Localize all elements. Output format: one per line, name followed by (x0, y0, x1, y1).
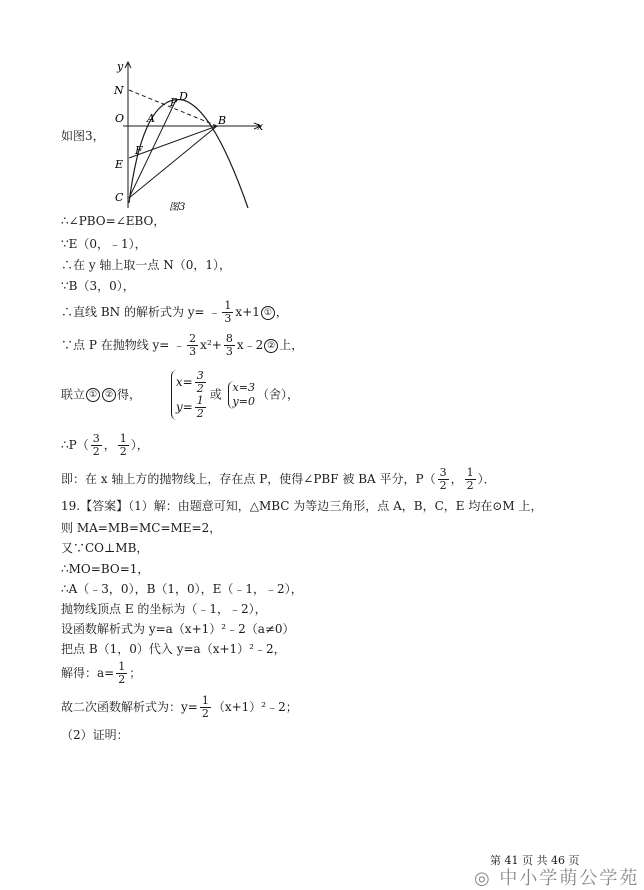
svg-text:x: x (257, 120, 264, 133)
svg-text:O: O (115, 112, 125, 125)
svg-text:C: C (115, 191, 124, 204)
svg-text:E: E (115, 158, 124, 171)
line-16: 设函数解析式为 y=a（x+1）²﹣2（a≠0） (61, 622, 295, 636)
line-17: 把点 B（1，0）代入 y=a（x+1）²﹣2， (61, 642, 286, 656)
line-12: 又∵CO⊥MB， (61, 541, 149, 555)
svg-text:P: P (170, 96, 178, 109)
svg-text:B: B (218, 114, 227, 127)
line-8: ∴P（ $\frac{3}{2}$ ， $\frac{1}{2}$ ）， (61, 432, 149, 458)
svg-text:y: y (117, 60, 124, 73)
line-10: 19.【答案】（1）解：由题意可知，△MBC 为等边三角形，点 A，B，C，E 均在⊙M 上， (61, 499, 543, 513)
svg-text:图3: 图3 (169, 202, 186, 213)
svg-text:F: F (135, 144, 143, 157)
line-13: ∴MO=BO=1， (61, 562, 150, 576)
line-19: 故二次函数解析式为：y= $\frac{1}{2}$ （x+1）²﹣2； (61, 694, 298, 720)
line-20: （2）证明： (61, 728, 129, 742)
line-7: 联立 ① ② 得， x= $\frac{3}{2}$ y= $\frac{1}{2}$ 或 x=3 y=0 （舍）， (61, 369, 299, 420)
line-2: ∵E（0，﹣1）， (61, 237, 147, 251)
svg-text:A: A (147, 112, 155, 125)
line-11: 则 MA=MB=MC=ME=2， (61, 521, 222, 535)
svg-text:D: D (179, 90, 188, 103)
system-solution-2: x=3 y=0 (228, 381, 255, 409)
page-footer: 第 41 页 共 46 页 (490, 854, 580, 867)
line-9: 即：在 x 轴上方的抛物线上，存在点 P，使得∠PBF 被 BA 平分，P（ $\frac{3}{2}$ ， $\frac{1}{2}$ ）． (61, 466, 496, 492)
line-6: ∵点 P 在抛物线 y= ﹣ $\frac{2}{3}$ x²+ $\frac{8}{3}$ x﹣2 ② 上， (61, 332, 304, 358)
system-solution-1: x= $\frac{3}{2}$ y= $\frac{1}{2}$ (171, 370, 208, 420)
watermark: ◎ 中小学萌公学苑 (474, 868, 640, 889)
figure-caption: 如图3， (61, 129, 105, 143)
line-5: ∴直线 BN 的解析式为 y= ﹣ $\frac{1}{3}$ x+1 ① ， (61, 299, 288, 325)
line-1: ∴∠PBO=∠EBO， (61, 214, 166, 228)
figure-3 (105, 58, 285, 218)
svg-text:N: N (114, 84, 124, 97)
line-15: 抛物线顶点 E 的坐标为（﹣1，﹣2）， (61, 602, 267, 616)
line-4: ∵B（3，0）， (61, 279, 135, 293)
line-14: ∴A（﹣3，0），B（1，0），E（﹣1，﹣2）， (61, 582, 303, 596)
line-18: 解得：a= $\frac{1}{2}$ ； (61, 660, 142, 686)
line-bc (129, 126, 217, 198)
line-3: ∴在 y 轴上取一点 N（0，1）， (61, 258, 231, 272)
